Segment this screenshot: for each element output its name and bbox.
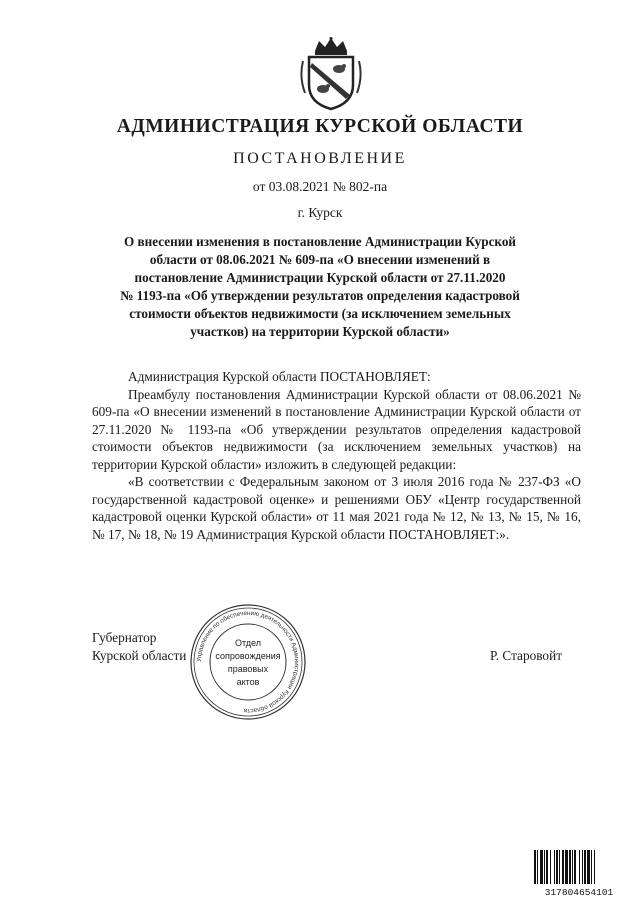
barcode-bar [546, 850, 548, 884]
document-type: ПОСТАНОВЛЕНИЕ [233, 150, 407, 167]
document-heading [104, 233, 536, 341]
barcode-bar [574, 850, 576, 884]
body-paragraph: Администрация Курской области ПОСТАНОВЛЯЕТ: [128, 369, 431, 384]
city: г. Курск [297, 205, 343, 220]
barcode-bar [569, 850, 571, 884]
barcode-bar [540, 850, 543, 884]
date-and-number: от 03.08.2021 № 802-па [252, 179, 388, 194]
signatory-name: Р. Старовойт [490, 648, 563, 663]
barcode-bar [572, 850, 573, 884]
document-body [92, 368, 581, 543]
signatory-title-line: Курской области [92, 647, 187, 663]
official-stamp [188, 602, 308, 722]
organization-title: АДМИНИСТРАЦИЯ КУРСКОЙ ОБЛАСТИ [116, 116, 524, 137]
barcode-bar [562, 850, 564, 884]
heading-line: № 1193-па «Об утверждении результатов определения кадастровой [120, 288, 520, 303]
barcode-bar [554, 850, 555, 884]
barcode-bar [565, 850, 568, 884]
barcode-bar [587, 850, 590, 884]
svg-text:Управление по обеспечению деят [196, 610, 300, 714]
stamp-line: актов [236, 677, 260, 687]
body-paragraph: «В соответствии с Федеральным законом от 3 июля 2016 года № 237-ФЗ «О государственной кадастровой оценке» и решениями ОБУ «Центр государственной кадастровой оценки Курской области» от 11 мая 2021 года № 12, № 13, № 15, № 16, № 17, № 18, № 19 Администрация Курской области ПОСТАНОВЛЯЕТ:». [92, 474, 581, 542]
signatory-title-line: Губернатор [92, 630, 157, 645]
stamp-line: правовых [227, 664, 269, 674]
heading-line: участков) на территории Курской области» [190, 324, 450, 339]
body-paragraph: Преамбулу постановления Администрации Курской области от 08.06.2021 № 609-па «О внесении изменений в постановление Администрации Курской области от 27.11.2020 № 1193-па «Об утверждении результатов определения кадастровой стоимости объектов недвижимости (за исключением земельных участков) на территории Курской области» изложить в следующей редакции: [92, 386, 581, 472]
barcode-bar [584, 850, 586, 884]
barcode-bar [559, 850, 560, 884]
barcode-bar [544, 850, 545, 884]
stamp-line: сопровождения [215, 651, 281, 661]
barcode-bar [582, 850, 583, 884]
barcode-bar [556, 850, 558, 884]
heading-line: области от 08.06.2021 № 609-па «О внесении изменений в [149, 252, 491, 267]
stamp-ring-text: Управление по обеспечению деятельности Администрации Курской области [195, 609, 301, 715]
coat-of-arms-emblem [299, 37, 363, 111]
heading-line: стоимости объектов недвижимости (за исключением земельных [129, 306, 511, 321]
barcode [533, 850, 625, 896]
signatory-title [92, 629, 186, 664]
barcode-bar [537, 850, 538, 884]
barcode-bar [591, 850, 592, 884]
barcode-bar [579, 850, 580, 884]
heading-line: постановление Администрации Курской области от 27.11.2020 [134, 270, 506, 285]
heading-line: О внесении изменения в постановление Администрации Курской [123, 234, 517, 249]
barcode-bar [534, 850, 536, 884]
stamp-line: Отдел [234, 638, 262, 648]
barcode-bar [594, 850, 595, 884]
barcode-bar [550, 850, 551, 884]
barcode-number: 317804654101 [544, 887, 614, 896]
